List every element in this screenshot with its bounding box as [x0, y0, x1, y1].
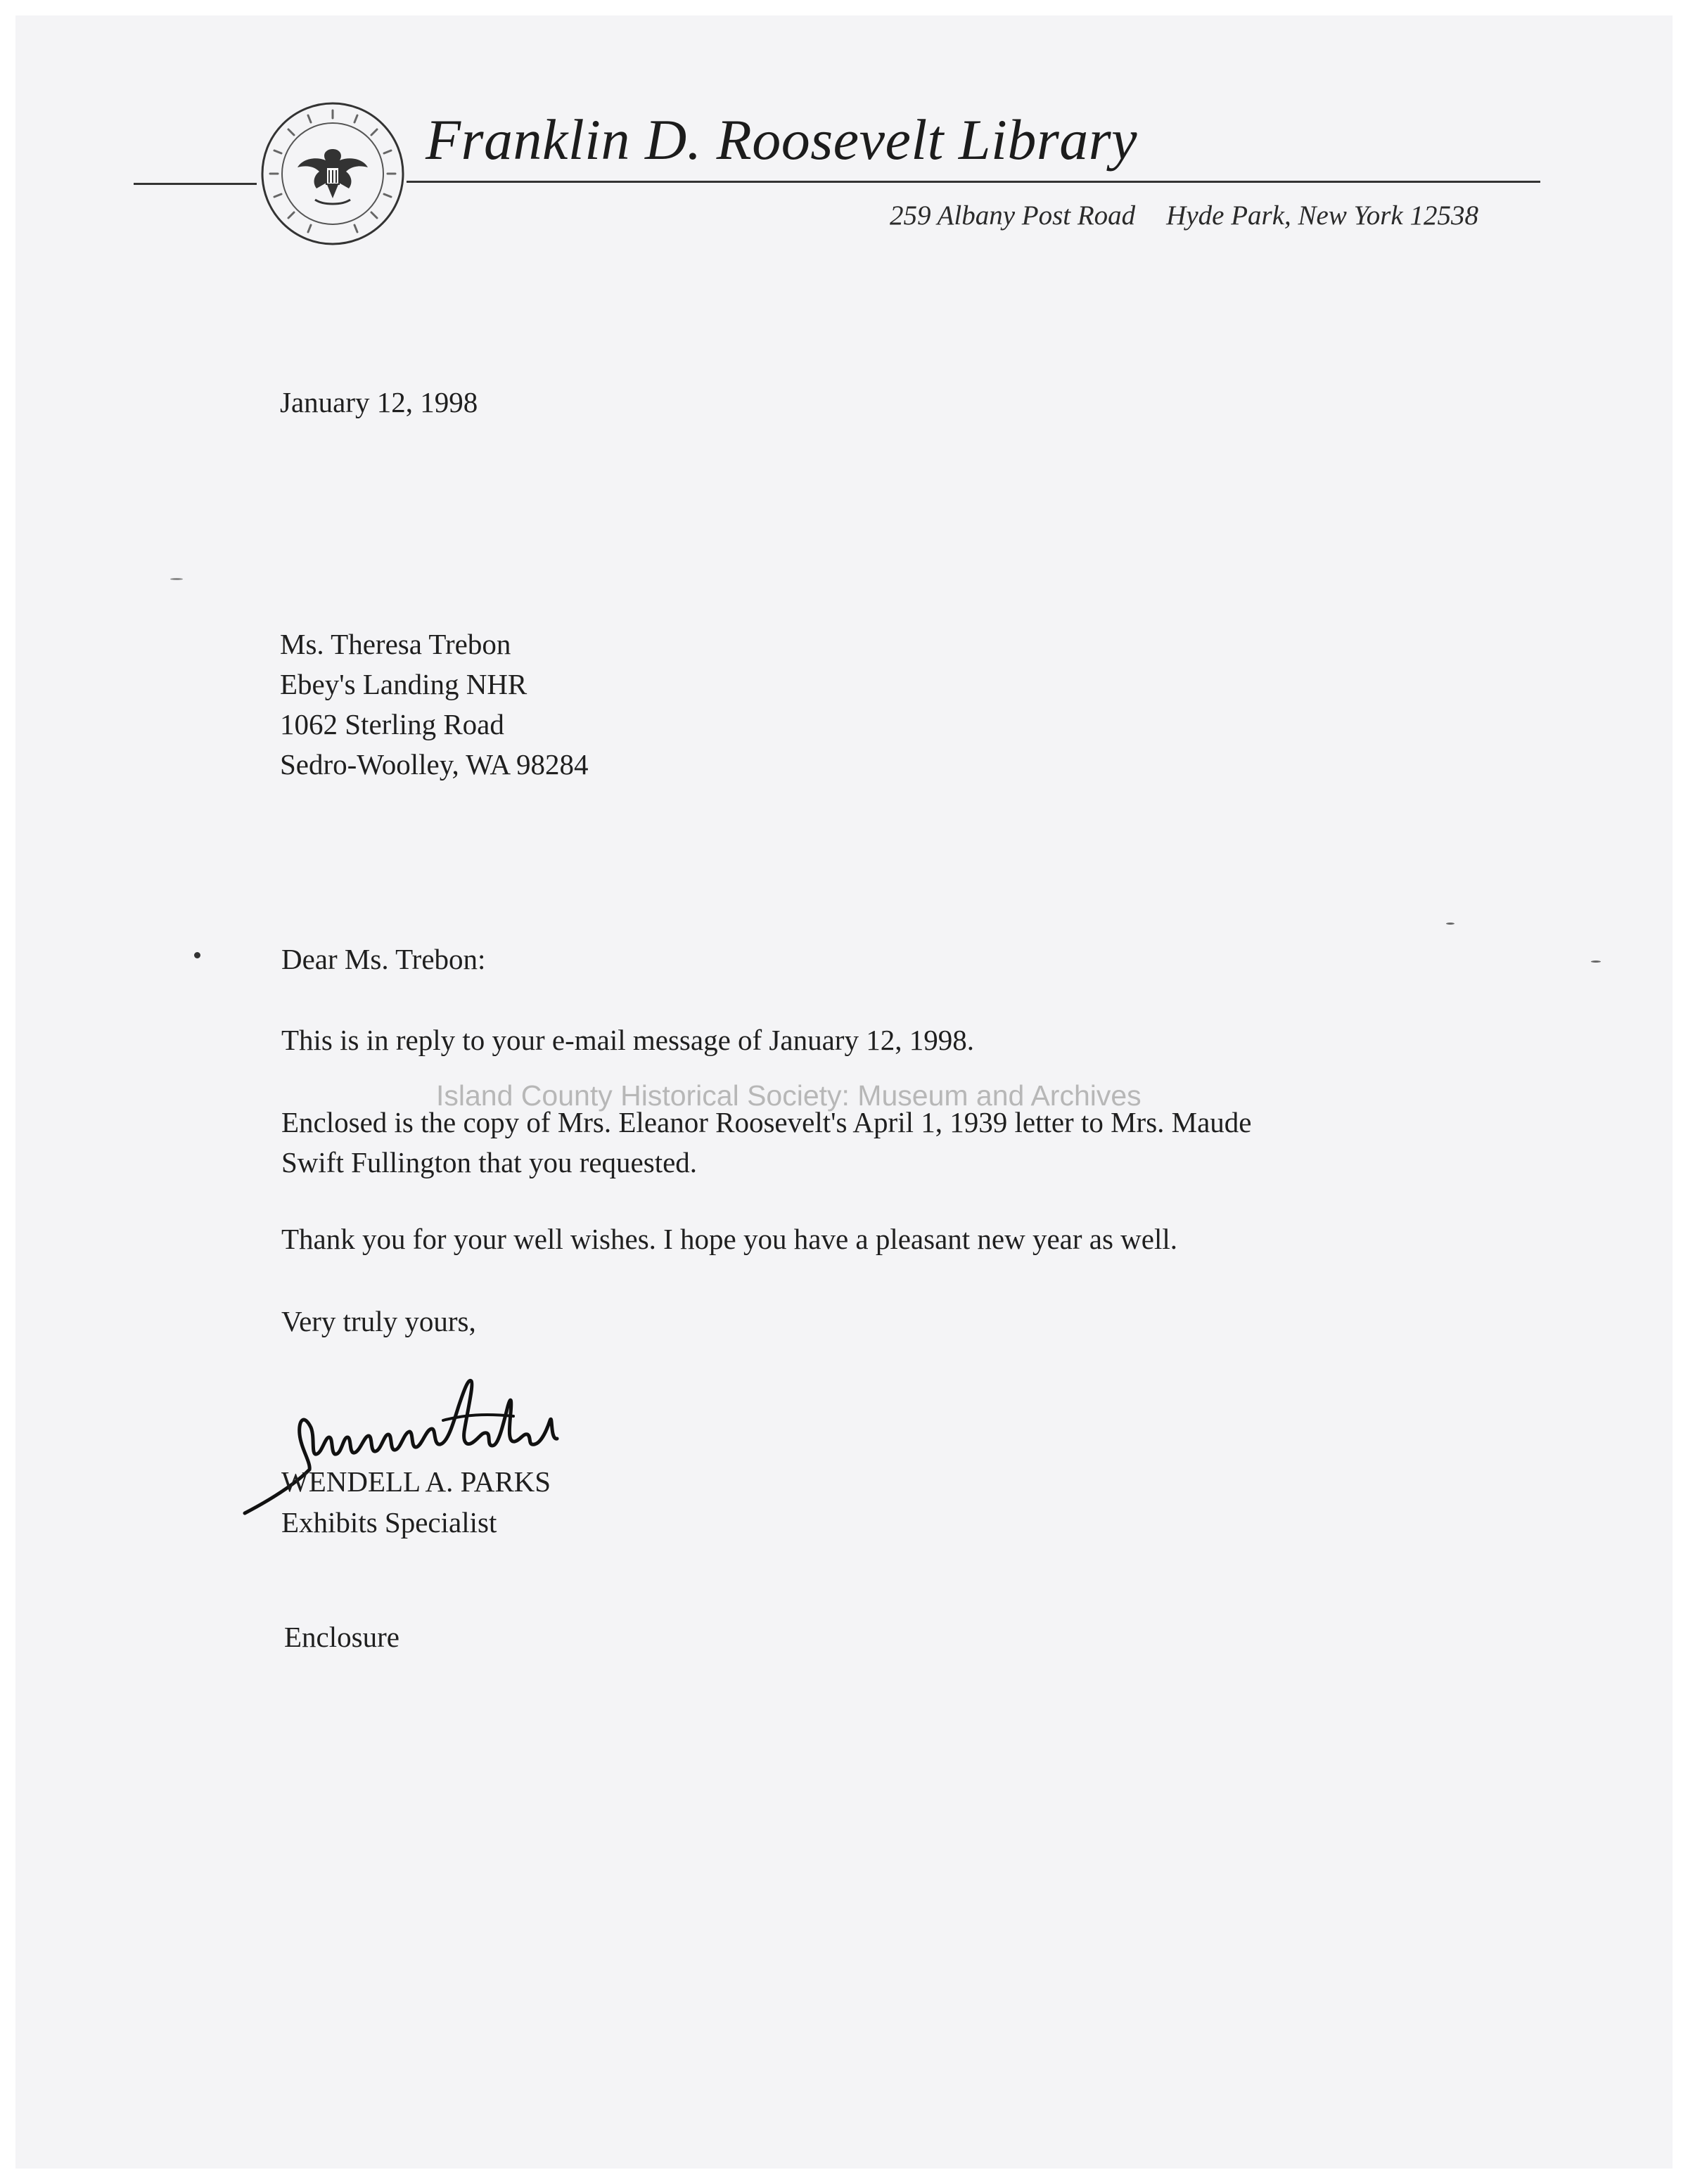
letterhead-rule-left	[134, 183, 257, 185]
recipient-street: 1062 Sterling Road	[280, 708, 504, 740]
recipient-name: Ms. Theresa Trebon	[280, 628, 511, 660]
recipient-city: Sedro-Woolley, WA 98284	[280, 748, 589, 781]
salutation: Dear Ms. Trebon:	[281, 943, 486, 975]
letterhead-rule-right	[407, 181, 1540, 183]
letterhead-address	[890, 200, 1478, 231]
recipient-organization: Ebey's Landing NHR	[280, 668, 528, 700]
paragraph-1: This is in reply to your e-mail message of January 12, 1998.	[281, 1024, 974, 1056]
scan-speck	[194, 952, 200, 958]
letterhead-title: Franklin D. Roosevelt Library	[426, 108, 1138, 172]
paragraph-3: Thank you for your well wishes. I hope you have a pleasant new year as well.	[281, 1223, 1178, 1255]
paragraph-2-line-1: Enclosed is the copy of Mrs. Eleanor Roosevelt's April 1, 1939 letter to Mrs. Maude	[281, 1106, 1252, 1138]
signer-block	[281, 1461, 551, 1543]
scan-speck	[1591, 961, 1601, 963]
archive-watermark: Island County Historical Society: Museum and Archives	[436, 1079, 1142, 1112]
scan-speck	[170, 578, 183, 580]
paragraph-2-line-2: Swift Fullington that you requested.	[281, 1146, 698, 1178]
scan-speck	[1446, 923, 1454, 925]
signer-name: WENDELL A. PARKS	[281, 1465, 551, 1498]
letterhead-city: Hyde Park, New York 12538	[1166, 200, 1478, 231]
closing: Very truly yours,	[281, 1305, 476, 1337]
recipient-address	[280, 624, 589, 785]
national-archives-seal-icon	[259, 100, 407, 248]
paragraph-2	[281, 1103, 1252, 1183]
signer-title: Exhibits Specialist	[281, 1506, 497, 1539]
letter-date: January 12, 1998	[280, 386, 478, 418]
letterhead-street: 259 Albany Post Road	[890, 200, 1136, 231]
enclosure-note: Enclosure	[284, 1621, 399, 1653]
